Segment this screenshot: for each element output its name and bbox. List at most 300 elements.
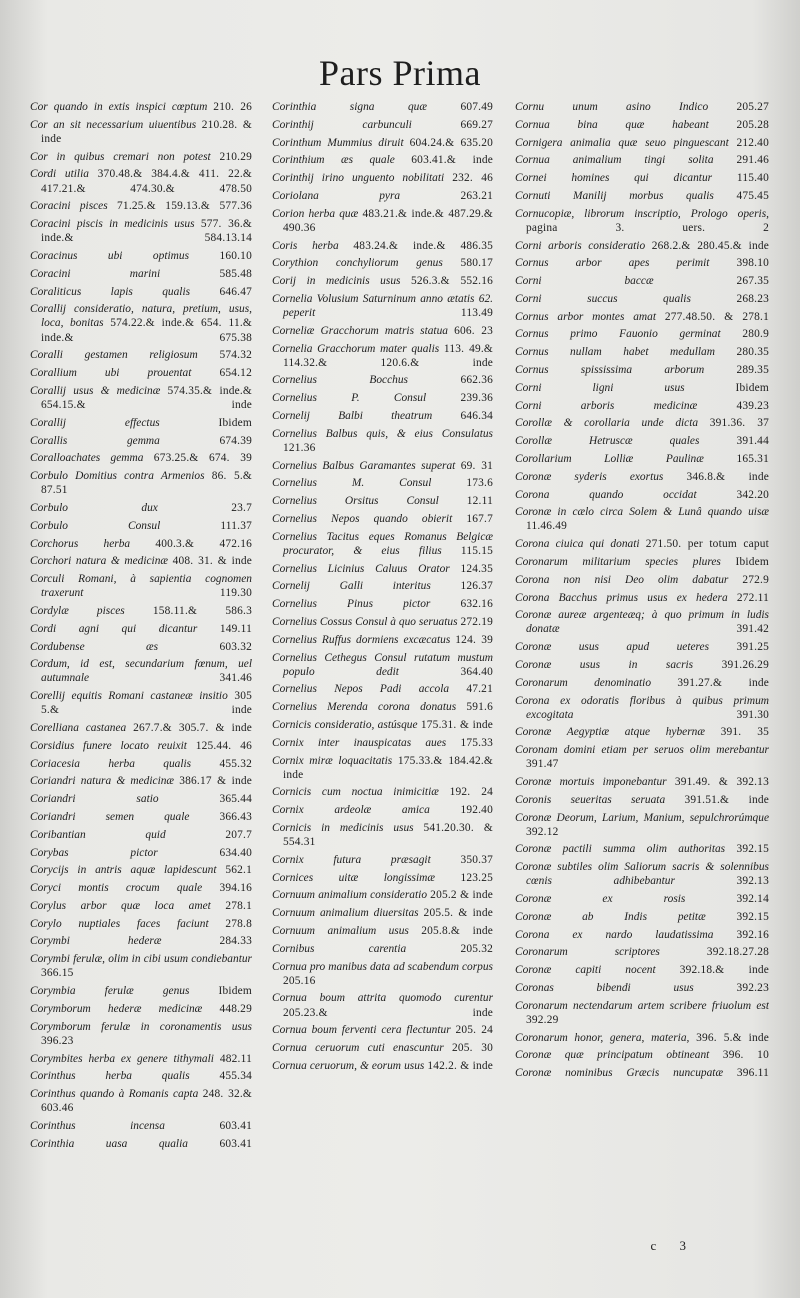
index-entry-reference: 391.25 [736, 641, 769, 654]
index-entry [30, 519, 252, 533]
index-entry-term: Cornua boum attrita quomodo curentur [272, 992, 493, 1005]
index-entry-reference: 391.51.& inde [684, 793, 769, 806]
index-entry-term: Corollæ & corollaria unde dicta [515, 417, 699, 430]
index-entry-term: Coriacesia herba qualis [30, 757, 192, 770]
index-entry [30, 757, 252, 771]
index-entry-term: Corinthij irino unguento nobilitati [272, 172, 445, 185]
index-entry [515, 999, 769, 1027]
index-entry-reference: 674.39 [219, 434, 252, 447]
index-entry-term: Corollarium Lolliæ Paulinæ [515, 452, 704, 465]
index-entry [30, 952, 252, 980]
index-entry-reference: 280.9 [742, 328, 769, 341]
index-entry-reference: 632.16 [460, 598, 493, 611]
index-entry [515, 153, 769, 167]
index-entry-reference: 574.35.& inde.& 654.15.& inde [41, 384, 252, 411]
index-entry [30, 217, 252, 245]
index-entry-reference: 277.48.50. & 278.1 [664, 310, 769, 323]
index-entry-reference: 364.40 [460, 665, 493, 678]
index-entry-reference: 580.17 [460, 257, 493, 270]
index-entry [30, 469, 252, 497]
index-entry-reference: 392.15 [736, 910, 769, 923]
index-entry-reference: 175.33 [460, 736, 493, 749]
index-entry-reference: 391.47 [526, 758, 559, 771]
index-entry [272, 292, 493, 320]
index-entry-reference: 394.16 [219, 882, 252, 895]
index-entry [515, 842, 769, 856]
index-entry-term: Cornix futura præsagit [272, 853, 431, 866]
index-entry-term: Coronis seueritas seruata [515, 793, 666, 806]
index-entry-reference: 392.12 [526, 825, 559, 838]
index-entry-term: Cornuum animalium diuersitas [272, 907, 419, 920]
index-entry-reference: 482.11 [219, 1052, 252, 1065]
index-column-3 [515, 100, 769, 1084]
index-entry-term: Cornus primo Fauonio germinat [515, 328, 721, 341]
index-entry-term: Coronarum scriptores [515, 946, 660, 959]
index-entry-reference: 483.21.& inde.& 487.29.& 490.36 [283, 207, 493, 234]
index-entry [515, 910, 769, 924]
index-entry [515, 608, 769, 636]
index-entry [515, 505, 769, 533]
index-entry-reference: 205.28 [736, 118, 769, 131]
index-entry [272, 171, 493, 185]
index-entry [30, 774, 252, 788]
index-entry-term: Corona ciuica qui donati [515, 538, 640, 551]
index-entry-term: Corneliæ Gracchorum matris statua [272, 324, 448, 337]
index-entry [272, 682, 493, 696]
index-entry [30, 863, 252, 877]
index-entry [272, 991, 493, 1019]
index-entry-reference: 370.48.& 384.4.& 411. 22.& 417.21.& 474.30.& 478.50 [41, 168, 252, 195]
index-entry-reference: 113.49 [460, 307, 493, 319]
index-entry-reference: 574.22.& inde.& 654. 11.& inde.& 675.38 [41, 317, 252, 344]
index-entry [30, 416, 252, 430]
index-entry-term: Coracini marini [30, 267, 161, 280]
index-entry [30, 384, 252, 412]
index-entry-reference: 121.36 [283, 441, 316, 454]
index-entry [515, 416, 769, 430]
index-entry-term: Cornei homines qui dicantur [515, 172, 713, 185]
index-entry-term: Corona Bacchus primus usus ex hedera [515, 591, 728, 604]
index-entry-reference: 392.29 [526, 1013, 559, 1026]
index-entry-reference: 205.8.& inde [421, 925, 493, 937]
index-entry-term: Cornelia Gracchorum mater qualis [272, 342, 440, 355]
index-entry-term: Cor an sit necessarium uiuentibus [30, 118, 197, 131]
index-entry [30, 572, 252, 600]
index-entry-reference: Ibidem [218, 416, 252, 429]
index-entry-reference: 111.37 [220, 519, 252, 532]
index-entry-reference: 392.18.27.28 [706, 946, 769, 959]
index-entry-term: Corinthium æs quale [272, 154, 395, 167]
index-entry-term: Coronam domini etiam per seruos olim merebantur [515, 744, 769, 757]
index-entry-reference: 205. 24 [455, 1024, 493, 1037]
index-entry-reference: 646.47 [219, 285, 252, 298]
index-entry [30, 150, 252, 164]
index-entry [515, 100, 769, 114]
index-entry [272, 821, 493, 849]
index-entry-reference: 662.36 [460, 374, 493, 387]
index-entry [272, 153, 493, 167]
index-entry-reference: 392.13 [736, 875, 769, 888]
index-entry-term: Cornelius Pinus pictor [272, 598, 431, 611]
index-entry-reference: 386.17 & inde [179, 775, 252, 788]
index-entry-term: Cornuum animalium consideratio [272, 889, 428, 902]
index-entry-term: Cornuum animalium usus [272, 925, 409, 937]
index-entry-term: Corylo nuptiales faces faciunt [30, 917, 209, 930]
index-entry-reference: 604.24.& 635.20 [409, 136, 493, 149]
index-entry [30, 302, 252, 344]
index-entry [30, 828, 252, 842]
index-entry [30, 537, 252, 551]
index-entry-term: Corbulo Domitius contra Armenios [30, 470, 205, 483]
index-entry-term: Corymbites herba ex genere tithymali [30, 1052, 214, 1065]
index-entry-term: Corelliana castanea [30, 722, 127, 735]
index-entry-term: Cornix inter inauspicatas aues [272, 736, 447, 749]
index-entry [515, 256, 769, 270]
index-entry [272, 324, 493, 338]
index-column-1 [30, 100, 252, 1155]
index-entry-reference: 123.25 [460, 871, 493, 884]
index-entry-term: Cornucopiæ, librorum inscriptio, Prologo operis, [515, 207, 769, 220]
index-entry [515, 363, 769, 377]
index-entry-reference: 391.36. 37 [709, 417, 769, 430]
index-entry [272, 274, 493, 288]
index-entry [515, 775, 769, 789]
index-entry-reference: 205.27 [736, 101, 769, 113]
index-entry [515, 640, 769, 654]
index-entry-term: Cordum, id est, secundarium fœnum, uel autumnale [30, 658, 252, 685]
index-entry [272, 100, 493, 114]
index-entry-reference: 396.23 [41, 1034, 74, 1047]
index-entry-reference: 271.50. per totum caput [645, 538, 769, 551]
index-entry-reference: 289.35 [736, 364, 769, 377]
index-entry-reference: 205.2 & inde [430, 889, 493, 902]
index-entry [30, 810, 252, 824]
index-entry-term: Cornus arbor apes perimit [515, 257, 710, 270]
index-entry [515, 811, 769, 839]
index-entry [515, 892, 769, 906]
index-entry-reference: 205.23.& inde [283, 1006, 493, 1019]
index-entry [272, 512, 493, 526]
index-entry-reference: 391.44 [736, 435, 769, 448]
index-entry [272, 409, 493, 423]
index-entry-term: Corallis gemma [30, 434, 160, 447]
page-title: Pars Prima [319, 53, 481, 93]
index-entry [30, 199, 252, 213]
index-entry [515, 345, 769, 359]
index-entry-term: Corni baccæ [515, 275, 654, 288]
index-entry-term: Coronarum honor, genera, materia, [515, 1031, 690, 1044]
index-entry-term: Coriandri semen quale [30, 810, 190, 823]
index-entry-reference: 603.41.& inde [411, 154, 493, 167]
index-entry [30, 366, 252, 380]
index-entry-term: Coronæ usus in sacris [515, 658, 694, 671]
index-entry [30, 934, 252, 948]
index-entry-term: Cornices uitæ longissimæ [272, 871, 435, 884]
index-entry-reference: 391.30 [736, 708, 769, 721]
index-entry-term: Cornuti Manilij morbus qualis [515, 189, 714, 202]
index-entry [30, 501, 252, 515]
index-entry-reference: 12.11 [466, 495, 493, 508]
index-entry-term: Coronæ subtiles olim Saliorum sacris & solennibus cœnis adhibebantur [515, 861, 769, 888]
index-entry-reference: 669.27 [460, 118, 493, 131]
index-entry [272, 459, 493, 473]
index-entry-reference: 455.32 [219, 757, 252, 770]
index-entry-term: Cordubense æs [30, 640, 159, 653]
index-entry-term: Corchorus herba [30, 537, 131, 550]
index-entry-reference: 448.29 [219, 1002, 252, 1015]
index-entry [515, 676, 769, 690]
index-entry-reference: 71.25.& 159.13.& 577.36 [117, 200, 252, 213]
index-entry [272, 615, 493, 629]
index-entry-reference: 268.23 [736, 292, 769, 305]
index-entry [30, 917, 252, 931]
index-entry-reference: 124. 39 [455, 633, 493, 646]
index-entry-term: Coronæ Aegyptiæ atque hybernæ [515, 726, 705, 739]
index-entry-reference: 603.41 [219, 1119, 252, 1132]
index-entry-reference: 606. 23 [454, 324, 493, 337]
index-entry [30, 1052, 252, 1066]
index-entry-term: Corni succus qualis [515, 292, 691, 305]
index-entry-reference: 398.10 [736, 257, 769, 270]
index-entry-term: Coronæ syderis exortus [515, 470, 664, 483]
index-entry-reference: 86. 5.& 87.51 [41, 470, 252, 497]
index-entry-reference: 115.40 [736, 172, 769, 185]
index-entry-reference: 634.40 [219, 846, 252, 859]
index-entry-reference: 391.27.& inde [677, 676, 769, 689]
index-entry [272, 189, 493, 203]
index-entry [272, 633, 493, 647]
index-entry-reference: 392.18.& inde [679, 964, 769, 977]
index-entry-reference: 165.31 [736, 452, 769, 465]
index-entry [515, 860, 769, 888]
index-entry-term: Corchori natura & medicinæ [30, 555, 168, 568]
index-entry-term: Coronæ in cælo circa Solem & Lunâ quando uisæ [515, 506, 769, 519]
index-entry-reference: 577. 36.& inde.& 584.13.14 [41, 218, 252, 245]
index-entry [30, 899, 252, 913]
index-entry [30, 451, 252, 465]
index-entry-term: Coris herba [272, 239, 339, 252]
index-entry-reference: 291.46 [736, 154, 769, 167]
index-entry [30, 249, 252, 263]
index-entry [30, 689, 252, 717]
index-entry-term: Cordi utilia [30, 168, 89, 181]
index-entry-reference: 284.33 [219, 935, 252, 948]
index-entry [272, 942, 493, 956]
index-entry-term: Coronæ nominibus Græcis nuncupatæ [515, 1067, 724, 1080]
index-entry-reference: 272.9 [742, 573, 769, 586]
index-entry-reference: 125.44. 46 [195, 739, 252, 752]
index-entry-term: Cornelius Bocchus [272, 374, 408, 387]
index-entry-reference: 210.29 [219, 150, 252, 163]
index-entry-term: Coriandri satio [30, 793, 159, 806]
index-entry-reference: 455.34 [219, 1070, 252, 1083]
index-entry-reference: 305 5.& inde [41, 690, 252, 717]
index-entry-term: Cornua pro manibus data ad scabendum corpus [272, 960, 493, 973]
index-entry-reference: 483.24.& inde.& 486.35 [353, 239, 493, 252]
index-entry-reference: 396.11 [736, 1067, 769, 1080]
index-entry-reference: 475.45 [736, 189, 769, 202]
index-entry [272, 924, 493, 938]
index-entry-term: Corinthum Mummius diruit [272, 136, 404, 149]
index-entry-reference: 205.32 [460, 942, 493, 955]
index-entry-term: Corybas pictor [30, 846, 158, 859]
index-entry-term: Corinthij carbunculi [272, 118, 412, 131]
index-entry-reference: 149.11 [219, 622, 252, 635]
index-entry-reference: 585.48 [219, 267, 252, 280]
index-entry-term: Corymborum ferulæ in coronamentis usus [30, 1020, 252, 1033]
index-entry-term: Corycijs in antris aquæ lapidescunt [30, 864, 217, 877]
index-entry-reference: 205.5. & inde [423, 907, 493, 920]
index-entry-term: Cornua boum ferventi cera flectuntur [272, 1024, 451, 1037]
index-entry-reference: 173.6 [466, 477, 493, 490]
signature-mark: c 3 [650, 1238, 696, 1253]
index-entry [515, 488, 769, 502]
index-entry-reference: 268.2.& 280.45.& inde [651, 239, 769, 252]
index-entry-term: Coracini pisces [30, 200, 108, 213]
index-entry-term: Corni arboris medicinæ [515, 399, 698, 412]
index-entry-term: Cordylæ pisces [30, 604, 125, 617]
index-entry-term: Corona ex odoratis floribus à quibus primum excogitata [515, 694, 769, 721]
index-entry [30, 554, 252, 568]
index-entry-reference: 408. 31. & inde [172, 555, 252, 568]
index-entry [30, 622, 252, 636]
index-entry-term: Coronæ mortuis imponebantur [515, 776, 667, 789]
index-entry-term: Cornelius Tacitus eques Romanus Belgicæ procurator, & eius filius [272, 530, 493, 557]
index-entry-reference: 267.35 [736, 275, 769, 288]
index-entry-term: Corinthus quando à Romanis capta [30, 1088, 199, 1101]
index-entry-term: Corymbia ferulæ genus [30, 985, 190, 998]
index-entry-term: Cornelij Balbi theatrum [272, 410, 433, 422]
index-entry-term: Coraliticus lapis qualis [30, 285, 191, 298]
index-entry [515, 793, 769, 807]
index-entry-term: Cornelius Licinius Caluus Orator [272, 562, 450, 575]
index-entry [30, 640, 252, 654]
index-entry [272, 239, 493, 253]
index-entry-term: Cornelius P. Consul [272, 392, 427, 405]
index-entry [272, 871, 493, 885]
index-entry-reference: 175.33.& 184.42.& inde [283, 754, 493, 781]
index-entry-term: Cornua animalium tingi solita [515, 154, 714, 167]
index-entry-term: Corymbi hederæ [30, 935, 162, 948]
index-entry [272, 960, 493, 988]
index-entry-term: Coralli gestamen religiosum [30, 349, 198, 362]
index-entry-term: Cornix miræ loquacitatis [272, 754, 393, 767]
index-entry [515, 470, 769, 484]
index-entry-term: Corinthus incensa [30, 1119, 165, 1132]
index-entry-term: Cornus nullam habet medullam [515, 346, 715, 359]
index-entry-reference: 23.7 [231, 501, 252, 514]
index-entry-term: Corni ligni usus [515, 381, 685, 394]
index-entry-reference: 278.8 [225, 917, 252, 930]
index-entry [272, 579, 493, 593]
index-entry [272, 700, 493, 714]
index-entry-reference: 673.25.& 674. 39 [153, 452, 252, 465]
index-entry [272, 207, 493, 235]
index-entry-reference: 207.7 [225, 828, 252, 841]
index-entry [30, 604, 252, 618]
index-entry-reference: 392.14 [736, 893, 769, 906]
index-entry-reference: 346.8.& inde [686, 470, 769, 483]
index-entry-term: Cornus arbor montes amat [515, 310, 657, 323]
index-entry-term: Corinthus herba qualis [30, 1070, 190, 1083]
index-entry-term: Cornelius Balbus quis, & eius Consulatus [272, 427, 493, 440]
index-entry-term: Coryci montis crocum quale [30, 882, 203, 895]
index-entry-reference: 124.35 [460, 562, 493, 575]
index-entry [272, 427, 493, 455]
index-entry-term: Cornelius Nepos quando obierit [272, 513, 453, 525]
index-entry [515, 327, 769, 341]
index-entry-reference: 210.28. & inde [41, 118, 252, 145]
index-entry-term: Cornua ceruorum cuti enascuntur [272, 1042, 444, 1055]
index-entry-term: Cornelius Ruffus dormiens excæcatus [272, 633, 451, 646]
index-entry-reference: 175.31. & inde [420, 719, 493, 731]
index-entry-term: Coronæ capiti nocent [515, 964, 656, 977]
index-entry [515, 537, 769, 551]
index-entry [515, 171, 769, 185]
index-entry-term: Corymbi ferulæ, olim in cibi usum condiebantur [30, 953, 252, 966]
index-entry-reference: 280.35 [736, 346, 769, 359]
index-entry [272, 136, 493, 150]
index-entry [515, 452, 769, 466]
index-entry [272, 906, 493, 920]
index-entry-term: Coribantian quid [30, 828, 166, 841]
index-entry-reference: Ibidem [218, 985, 252, 998]
index-entry [515, 434, 769, 448]
index-entry [515, 399, 769, 413]
index-entry [515, 963, 769, 977]
index-entry-term: Coralloachates gemma [30, 452, 144, 465]
index-entry-term: Cor in quibus cremari non potest [30, 150, 211, 163]
index-entry-term: Corni arboris consideratio [515, 239, 646, 252]
index-entry-term: Coronæ quæ principatum obtineant [515, 1049, 710, 1062]
index-entry [515, 725, 769, 739]
index-column-2 [272, 100, 493, 1077]
index-entry-term: Cornibus carentia [272, 942, 407, 955]
index-entry-term: Cornelius Nepos Padi accola [272, 683, 450, 696]
index-entry-term: Cornigera animalia quæ seuo pinguescant [515, 136, 729, 149]
index-entry-term: Corona non nisi Deo olim dabatur [515, 573, 729, 586]
index-entry [30, 118, 252, 146]
index-entry-reference: 126.37 [460, 580, 493, 593]
index-entry-reference: pagina 3. uers. 2 [526, 221, 769, 234]
index-entry [515, 591, 769, 605]
index-entry [30, 846, 252, 860]
index-entry-term: Corij in medicinis usus [272, 275, 401, 288]
index-entry [515, 1066, 769, 1080]
index-entry [272, 391, 493, 405]
index-entry-reference: 400.3.& 472.16 [155, 537, 252, 550]
index-entry-term: Cornicis in medicinis usus [272, 822, 414, 834]
index-entry-reference: 210. 26 [213, 101, 252, 113]
index-entry [515, 274, 769, 288]
index-entry [515, 658, 769, 672]
index-entry-term: Cornelius Merenda corona donatus [272, 701, 457, 714]
index-entry-reference: 396. 5.& inde [696, 1031, 769, 1044]
index-entry [30, 1137, 252, 1151]
index-entry [515, 118, 769, 132]
index-entry-term: Corbulo dux [30, 501, 158, 514]
index-entry [272, 342, 493, 370]
index-entry [515, 945, 769, 959]
index-entry-term: Coronarum militarium species plures [515, 555, 721, 568]
index-entry [30, 1020, 252, 1048]
index-entry-term: Corythion conchyliorum genus [272, 257, 443, 270]
index-entry-term: Cornicis consideratio, astúsque [272, 719, 418, 731]
index-entry [515, 189, 769, 203]
index-entry-reference: 392.16 [736, 928, 769, 941]
index-entry-term: Cornelij Galli interitus [272, 580, 431, 593]
index-entry [515, 292, 769, 306]
